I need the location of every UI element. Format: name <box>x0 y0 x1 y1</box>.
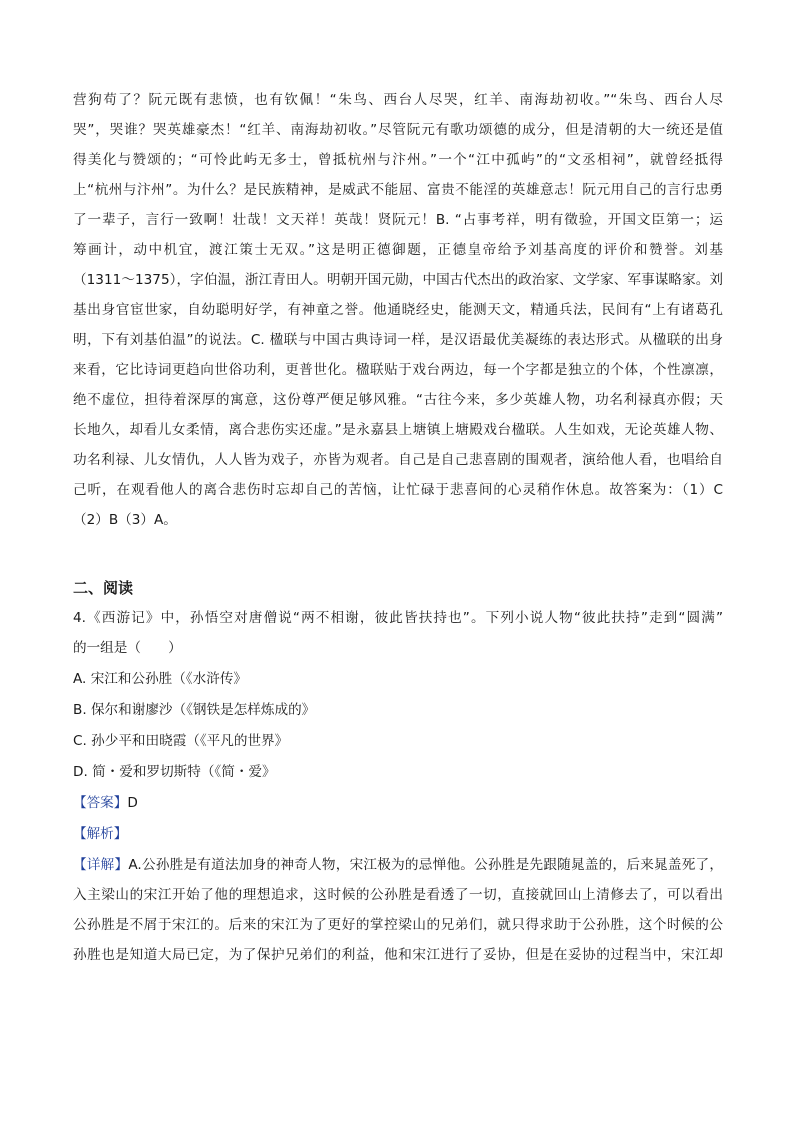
text-line: （1311～1375），字伯温，浙江青田人。明朝开国元勋，中国古代杰出的政治家、文学家、军事谋略家。刘 <box>73 272 723 288</box>
option-d: D. 简・爱和罗切斯特（《简・爱》 <box>73 764 276 780</box>
analysis-tag-row <box>73 824 127 844</box>
text-line: 功名利禄、儿女情仇，人人皆为戏子，亦皆为观者。自己是自己悲喜剧的围观者，演给他人看，也唱给自 <box>73 452 723 468</box>
text-line: 己听，在观看他人的离合悲伤时忘却自己的苦恼，让忙碌于悲喜间的心灵稍作休息。故答案为：（1）C <box>73 482 723 498</box>
text-line: 绝不虚位，担待着深厚的寓意，这份尊严便足够风雅。“古往今来，多少英雄人物，功名利禄真亦假；天 <box>73 392 723 408</box>
text-line: 基出身官宦世家，自幼聪明好学，有神童之誉。他通晓经史，能测天文，精通兵法，民间有“上有诸葛孔 <box>73 302 723 318</box>
answer-tag: 【答案】 <box>73 795 128 811</box>
text-line: 来看，它比诗词更趋向世俗功利，更普世化。楹联贴于戏台两边，每一个字都是独立的个体，个性凛凛， <box>73 362 723 378</box>
answer-row <box>73 793 138 813</box>
option-b: B. 保尔和谢廖沙（《钢铁是怎样炼成的》 <box>73 702 316 718</box>
answer-value: D <box>127 795 138 811</box>
text-line: 了一辈子，言行一致啊！壮哉！文天祥！英哉！贤阮元！B. “占事考祥，明有徵验，开国文臣第一；运 <box>73 212 723 228</box>
option-a: A. 宋江和公孙胜（《水浒传》 <box>73 671 248 687</box>
analysis-tag: 【解析】 <box>73 826 128 842</box>
text-line: （2）B（3）A。 <box>73 512 177 528</box>
text-line: 长地久，却看儿女柔情，离合悲伤实还虚。”是永嘉县上塘镇上塘殿戏台楹联。人生如戏，无论英雄人物、 <box>73 422 723 438</box>
detail-line: 公孙胜是不屑于宋江的。后来的宋江为了更好的掌控梁山的兄弟们，就只得求助于公孙胜，这个时候的公 <box>73 917 723 933</box>
text-line: 上“杭州与汴州”。为什么？是民族精神，是威武不能屈、富贵不能淫的英雄意志！阮元用自己的言行忠勇 <box>73 182 723 198</box>
detail-tag: 【详解】 <box>73 857 129 873</box>
text-line: 哭”，哭谁？哭英雄豪杰！“红羊、南海劫初收。”尽管阮元有歌功颂德的成分，但是清朝的大一统还是值 <box>73 122 723 138</box>
question-stem: 4.《西游记》中，孙悟空对唐僧说“两不相谢，彼此皆扶持也”。下列小说人物“彼此扶持”走到“圆满” <box>73 610 723 626</box>
detail-line <box>73 855 723 875</box>
text-line: 得美化与赞颂的；“可怜此屿无多士，曾抵杭州与汴州。”一个“江中孤屿”的“文丞相祠”，就曾经抵得 <box>73 152 723 168</box>
detail-line: 入主梁山的宋江开始了他的理想追求，这时候的公孙胜是看透了一切，直接就回山上清修去了，可以看出 <box>73 887 723 903</box>
question-stem-continued: 的一组是（ ） <box>73 640 182 656</box>
section-heading: 二、阅读 <box>73 579 134 597</box>
text-line: 明，下有刘基伯温”的说法。C. 楹联与中国古典诗词一样，是汉语最优美凝练的表达形式。从楹联的出身 <box>73 332 723 348</box>
detail-line: 孙胜也是知道大局已定，为了保护兄弟们的利益，他和宋江进行了妥协，但是在妥协的过程当中，宋江却 <box>73 947 723 963</box>
option-c: C. 孙少平和田晓霞（《平凡的世界》 <box>73 733 289 749</box>
detail-text: A.公孙胜是有道法加身的神奇人物，宋江极为的忌惮他。公孙胜是先跟随晁盖的，后来晁盖死了， <box>128 857 723 873</box>
text-line: 营狗苟了？阮元既有悲愤，也有钦佩！“朱鸟、西台人尽哭，红羊、南海劫初收。”“朱鸟、西台人尽 <box>73 92 723 108</box>
text-line: 筹画计，动中机宜，渡江策士无双。”这是明正德御题，正德皇帝给予刘基高度的评价和赞誉。刘基 <box>73 242 723 258</box>
